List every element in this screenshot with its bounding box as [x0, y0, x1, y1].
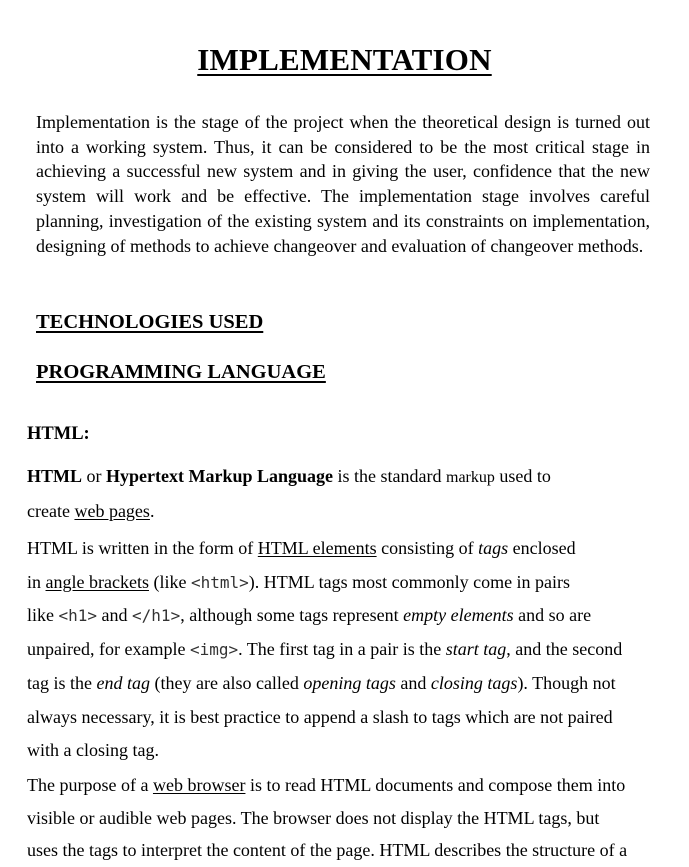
- web-pages-link[interactable]: web pages: [74, 500, 150, 521]
- section-heading-programming-language: PROGRAMMING LANGUAGE: [36, 361, 326, 383]
- code-h1-close-tag: </h1>: [132, 606, 181, 626]
- section-heading-technologies: TECHNOLOGIES USED: [36, 311, 264, 333]
- html-definition-paragraph: HTML or Hypertext Markup Language is the standard markup used to create web pages.: [27, 466, 551, 521]
- intro-paragraph: Implementation is the stage of the project when the theoretical design is turned out into a working system. Thus, it can be considered to be the most critical stage in achieving a successful new system and in giving the user, confidence that the new system will work and be effective. The implementation stage involves careful planning, investigation of the existing system and its constraints on implementation, designing of methods to achieve changeover and evaluation of changeover methods.: [36, 112, 650, 256]
- web-browser-paragraph: The purpose of a web browser is to read HTML documents and compose them into visible or audible web pages. The browser does not display the HTML tags, but uses the tags to interpret the content of the page. HTML describes the structure of a: [27, 775, 628, 860]
- term-hypertext-markup-language: Hypertext Markup Language: [106, 466, 334, 486]
- term-html: HTML: [27, 466, 83, 486]
- html-tags-paragraph: HTML is written in the form of HTML elements consisting of tags enclosed in angle brackets (like <html>). HTML tags most commonly come in pairs like <h1> and </h1>, although some tags represent empty elements and so are unpaired, for example <img>. The first tag in a pair is the start tag, and the second tag is the end tag (they are also called opening tags and closing tags). Though not always necessary, it is best practice to append a slash to tags which are not paired with a closing tag.: [27, 538, 623, 761]
- code-html-tag: <html>: [190, 572, 249, 592]
- page-title: IMPLEMENTATION: [197, 42, 492, 77]
- html-heading: HTML:: [27, 424, 90, 444]
- angle-brackets-link[interactable]: angle brackets: [45, 571, 149, 592]
- html-elements-link[interactable]: HTML elements: [257, 538, 377, 558]
- code-h1-tag: <h1>: [58, 606, 98, 626]
- code-img-tag: <img>: [189, 640, 239, 660]
- web-browser-link[interactable]: web browser: [152, 775, 246, 795]
